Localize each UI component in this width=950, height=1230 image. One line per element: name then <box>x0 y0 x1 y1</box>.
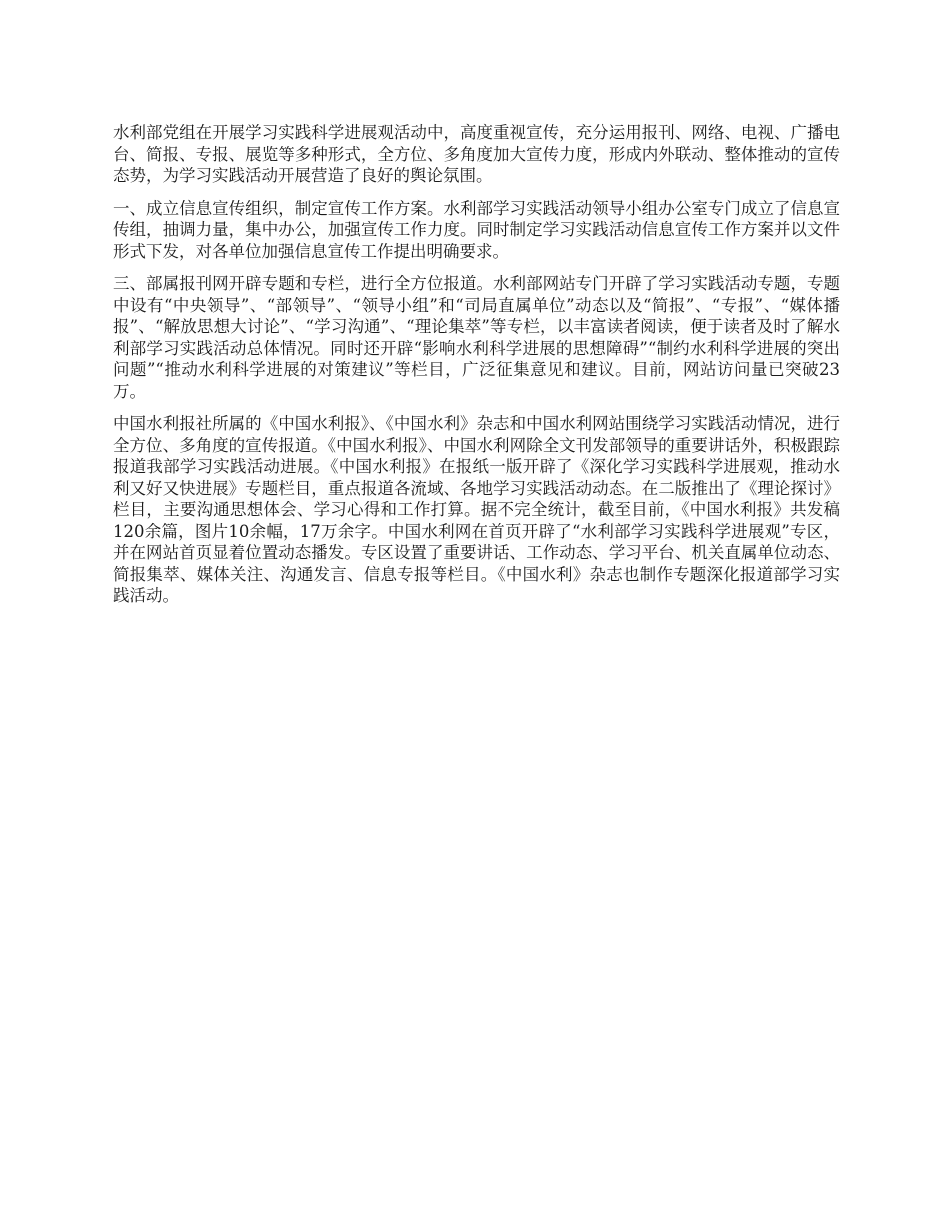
paragraph-intro: 水利部党组在开展学习实践科学进展观活动中，高度重视宣传，充分运用报刊、网络、电视、广播电台、简报、专报、展览等多种形式，全方位、多角度加大宣传力度，形成内外联动、整体推动的宣传态势，为学习实践活动开展营造了良好的舆论氛围。 <box>113 123 840 185</box>
paragraph-section-one: 一、成立信息宣传组织，制定宣传工作方案。水利部学习实践活动领导小组办公室专门成立了信息宣传组，抽调力量，集中办公，加强宣传工作力度。同时制定学习实践活动信息宣传工作方案并以文件形式下发，对各单位加强信息宣传工作提出明确要求。 <box>113 198 840 261</box>
paragraph-section-three: 三、部属报刊网开辟专题和专栏，进行全方位报道。水利部网站专门开辟了学习实践活动专题，专题中设有“中央领导”、“部领导”、“领导小组”和“司局直属单位”动态以及“简报”、“专报”、“媒体播报”、“解放思想大讨论”、“学习沟通”、“理论集萃”等专栏，以丰富读者阅读，便于读者及时了解水利部学习实践活动总体情况。同时还开辟“影响水利科学进展的思想障碍”“制约水利科学进展的突出问题”“推动水利科学进展的对策建议”等栏目，广泛征集意见和建议。目前，网站访问量已突破23万。 <box>113 274 840 401</box>
paragraph-newspaper: 中国水利报社所属的《中国水利报》、《中国水利》杂志和中国水利网站围绕学习实践活动情况，进行全方位、多角度的宣传报道。《中国水利报》、中国水利网除全文刊发部领导的重要讲话外，积极跟踪报道我部学习实践活动进展。《中国水利报》在报纸一版开辟了《深化学习实践科学进展观，推动水利又好又快进展》专题栏目，重点报道各流域、各地学习实践活动动态。在二版推出了《理论探讨》栏目，主要沟通思想体会、学习心得和工作打算。据不完全统计，截至目前，《中国水利报》共发稿120余篇，图片10余幅，17万余字。中国水利网在首页开辟了“水利部学习实践科学进展观”专区，并在网站首页显着位置动态播发。专区设置了重要讲话、工作动态、学习平台、机关直属单位动态、简报集萃、媒体关注、沟通发言、信息专报等栏目。《中国水利》杂志也制作专题深化报道部学习实践活动。 <box>113 414 840 605</box>
document-body <box>113 122 840 618</box>
